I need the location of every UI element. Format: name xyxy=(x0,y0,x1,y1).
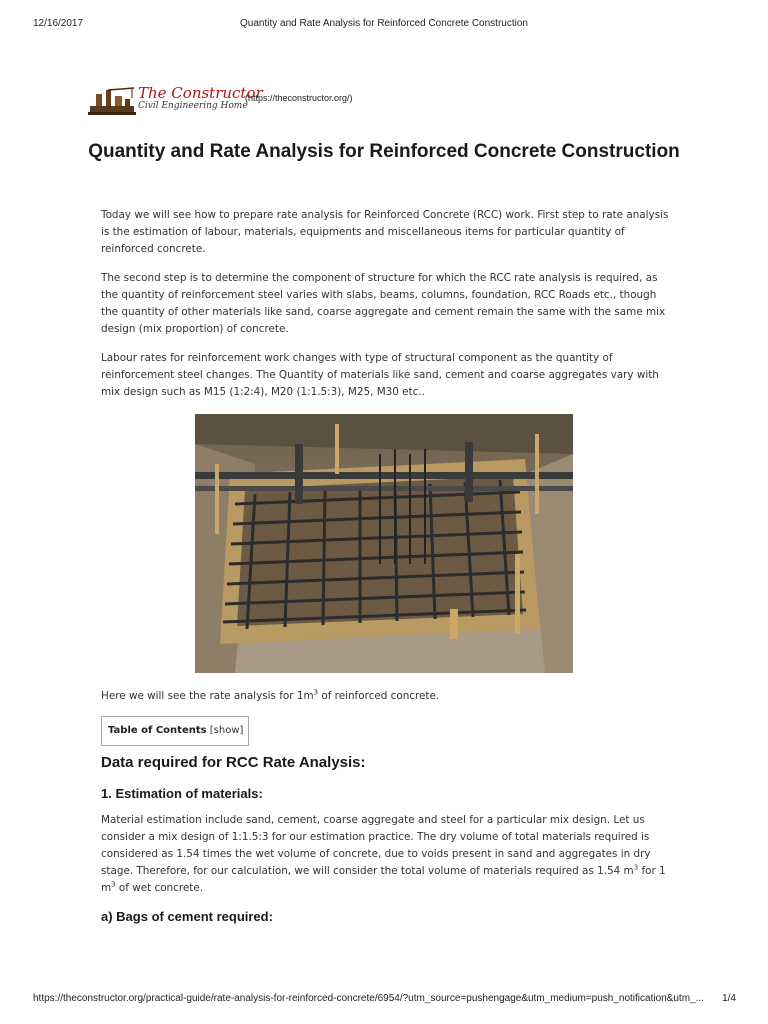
subheading-bags-of-cement: a) Bags of cement required: xyxy=(101,909,273,924)
para5-text-c: of wet concrete. xyxy=(115,882,204,894)
paragraph-intro: Today we will see how to prepare rate analysis for Reinforced Concrete (RCC) work. First step to rate analysis is the estimation of labour, materials, equipments and miscellaneous items for particular quantity of reinforced concrete. xyxy=(101,209,669,255)
print-title: Quantity and Rate Analysis for Reinforced Concrete Construction xyxy=(240,18,528,29)
rebar-foundation-photo xyxy=(195,414,573,673)
print-url: https://theconstructor.org/practical-guide/rate-analysis-for-reinforced-concrete/6954/?utm_source=pushengage&utm_medium=push_notification&utm_... xyxy=(33,993,704,1004)
toc-title: Table of Contents xyxy=(108,725,207,736)
section-heading-data-required: Data required for RCC Rate Analysis: xyxy=(101,754,366,771)
para4-text-a: Here we will see the rate analysis for 1m xyxy=(101,690,314,702)
para4-text-b: of reinforced concrete. xyxy=(318,690,440,702)
print-footer xyxy=(0,993,768,1007)
para5-text-a: Material estimation include sand, cement, coarse aggregate and steel for a particular mix design. Let us consider a mix design of 1:1.5:3 for our estimation practice. The dry volume of total materials required is considered as 1.54 times the wet volume of concrete, due to voids present in sand and aggregates in dry stage. Therefore, for our calculation, we will consider the total volume of materials required as 1.54 m xyxy=(101,814,651,877)
toc-show-toggle[interactable]: [show] xyxy=(209,725,244,736)
subheading-estimation-of-materials: 1. Estimation of materials: xyxy=(101,786,263,801)
print-header xyxy=(0,18,768,32)
superscript-3: 3 xyxy=(633,863,639,872)
print-date: 12/16/2017 xyxy=(33,18,84,29)
logo-name: The Constructor xyxy=(138,84,263,102)
paragraph-material-estimation xyxy=(101,812,671,897)
superscript-3: 3 xyxy=(313,688,319,697)
paragraph-rate-intro xyxy=(101,688,671,705)
table-of-contents-box xyxy=(101,716,249,746)
paragraph-structure: The second step is to determine the component of structure for which the RCC rate analysis is required, as the quantity of reinforcement steel varies with slabs, beams, columns, foundation, RCC Roads etc., though the quantity of other materials like sand, coarse aggregate and cement remain the same with the same mix design (mix proportion) of concrete. xyxy=(101,272,666,335)
site-logo[interactable] xyxy=(88,86,408,116)
para5-text-b: for 1 m xyxy=(101,865,666,894)
logo-tagline: Civil Engineering Home xyxy=(138,101,248,111)
paragraph-labour: Labour rates for reinforcement work changes with type of structural component as the quantity of reinforcement steel changes. The Quantity of materials like sand, cement and coarse aggregates vary with mix design such as M15 (1:2:4), M20 (1:1.5:3), M25, M30 etc.. xyxy=(101,352,659,398)
superscript-3: 3 xyxy=(111,880,116,889)
construction-crane-logo-icon xyxy=(88,86,136,116)
logo-link[interactable]: (https://theconstructor.org/) xyxy=(245,93,353,103)
print-page-number: 1/4 xyxy=(722,993,736,1004)
article-title: Quantity and Rate Analysis for Reinforced Concrete Construction xyxy=(88,141,680,162)
